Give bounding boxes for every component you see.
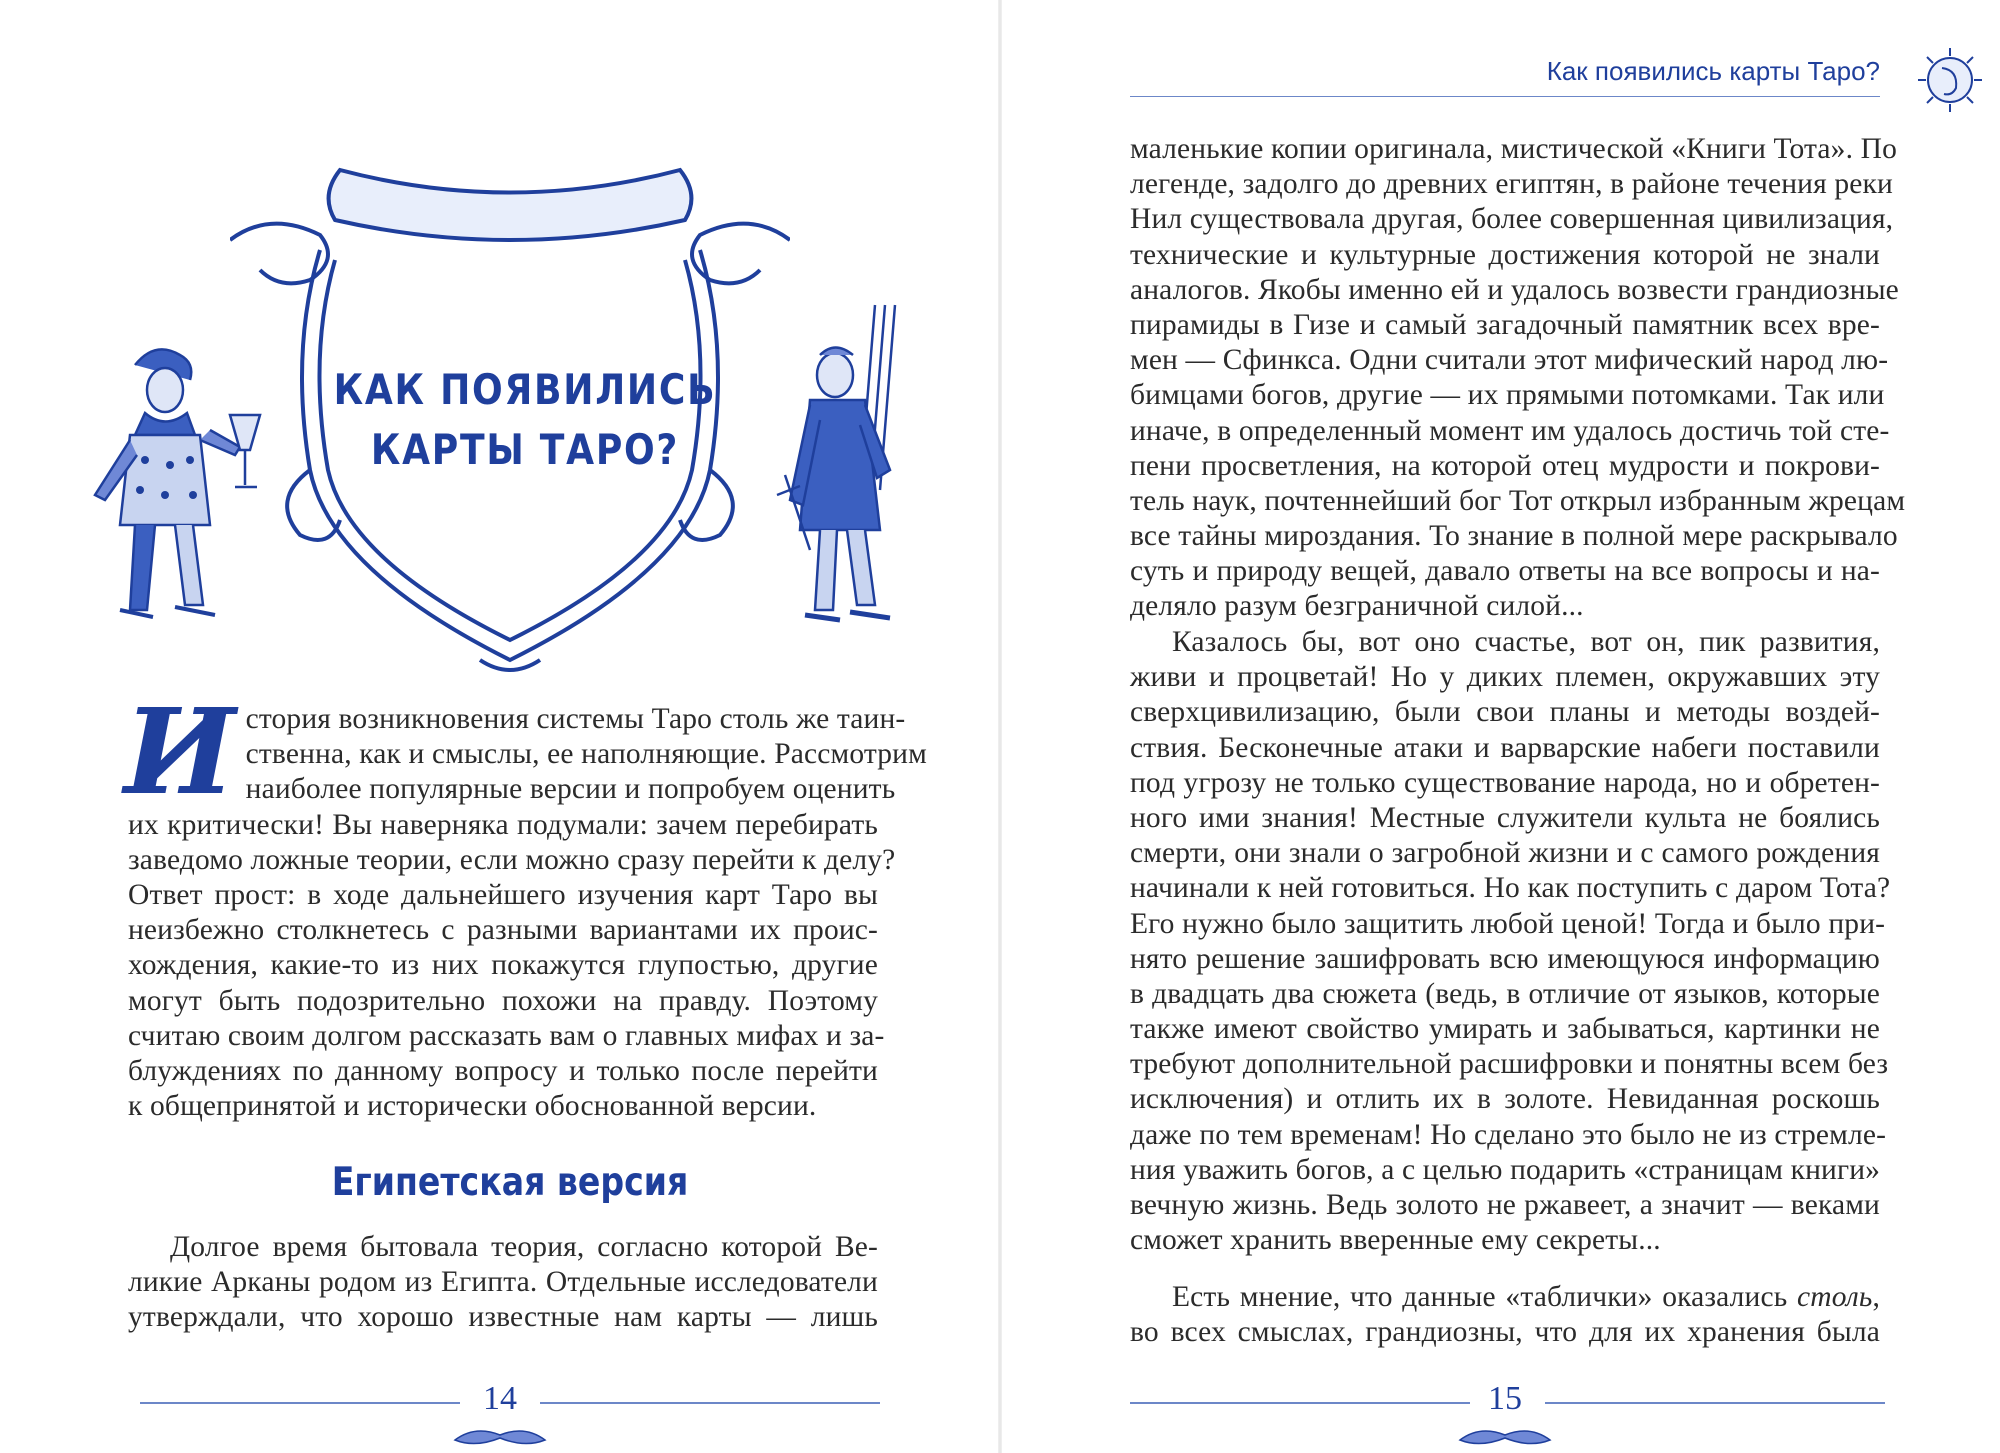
text-line: требуют дополнительной расшифровки и понятны всем без: [1130, 1048, 1889, 1081]
text-line: вечную жизнь. Ведь золото не ржавеет, а значит — веками: [1130, 1189, 1880, 1221]
text-line: сможет хранить вверенные ему секреты...: [1130, 1224, 1661, 1257]
text-line: их критически! Вы наверняка подумали: зачем перебирать: [128, 808, 878, 841]
text-line: считаю своим долгом рассказать вам о главных мифах и за-: [128, 1019, 885, 1052]
text-line: неизбежно столкнетесь с разными вариантами их проис-: [128, 914, 878, 947]
text-line: ния уважить богов, а с целью подарить «страницам книги»: [1130, 1153, 1881, 1186]
text-line: ственна, как и смыслы, ее наполняющие. Рассмотрим: [245, 738, 927, 771]
text-line: маленькие копии оригинала, мистической «Книги Тота». По: [1130, 133, 1897, 165]
header-rule: [1130, 96, 1880, 97]
text-line: сверхцивилизацию, были свои планы и методы воздей-: [1130, 696, 1880, 729]
page-number: 14: [483, 1380, 517, 1417]
text-run: ,: [1872, 1281, 1880, 1313]
text-line: под угрозу не только существование народа, но и обретен-: [1130, 766, 1880, 799]
text-line: пирамиды в Гизе и самый загадочный памятник всех вре-: [1130, 308, 1880, 341]
right-paragraph-2: [1130, 625, 1891, 1258]
footer-ornament: [1455, 1420, 1555, 1450]
text-line: Долгое время бытовала теория, согласно которой Ве-: [170, 1231, 878, 1263]
text-line: мен — Сфинкса. Одни считали этот мифический народ лю-: [1130, 344, 1889, 377]
right-page: [1000, 0, 2000, 1453]
section-paragraph: [128, 1230, 878, 1336]
chapter-title-line-2: КАРТЫ ТАРО?: [370, 425, 680, 474]
text-run: Есть мнение, что данные «таблички» оказались: [1172, 1281, 1798, 1313]
text-line: Казалось бы, вот оно счастье, вот он, пик развития,: [1172, 626, 1880, 658]
text-line: блуждениях по данному вопросу и только после перейти: [128, 1054, 878, 1087]
footer-ornament: [450, 1420, 550, 1450]
text-line: заведомо ложные теории, если можно сразу перейти к делу?: [128, 843, 896, 876]
text-line: во всех смыслах, грандиозны, что для их хранения была: [1130, 1316, 1880, 1349]
sun-moon-emblem: [1910, 40, 1990, 120]
chapter-title: [310, 360, 740, 480]
text-line: стория возникновения системы Таро столь же таин-: [245, 703, 906, 735]
right-paragraph-3: [1130, 1280, 1880, 1350]
footer-rule-left: [1130, 1402, 1470, 1404]
text-line: ного ими знания! Местные служители культа не боялись: [1130, 801, 1880, 834]
text-line: также имеют свойство умирать и забываться, картинки не: [1130, 1013, 1880, 1046]
chapter-title-line-1: КАК ПОЯВИЛИСЬ: [333, 365, 717, 414]
dropcap-letter: И: [124, 682, 236, 821]
text-line: пени просветления, на которой отец мудрости и покрови-: [1130, 449, 1880, 482]
text-line: исключения) и отлить их в золоте. Невиданная роскошь: [1130, 1083, 1880, 1116]
text-line: легенде, задолго до древних египтян, в районе течения реки: [1130, 168, 1893, 201]
page-boy-illustration: [765, 300, 945, 645]
running-head: Как появились карты Таро?: [1546, 56, 1880, 86]
text-line: аналогов. Якобы именно ей и удалось возвести грандиозные: [1130, 273, 1899, 306]
text-line: нято решение зашифровать всю имеющуюся информацию: [1130, 942, 1880, 975]
text-line: хождения, какие-то из них покажутся глупостью, другие: [128, 949, 878, 982]
text-line: в двадцать два сюжета (ведь, в отличие от языков, которые: [1130, 977, 1880, 1010]
text-line: все тайны мироздания. То знание в полной мере раскрывало: [1130, 520, 1898, 553]
footer-rule-right: [1545, 1402, 1885, 1404]
text-line: живи и процветай! Но у диких племен, окружавших эту: [1130, 661, 1880, 694]
text-line: могут быть подозрительно похожи на правду. Поэтому: [128, 984, 878, 1017]
text-line: суть и природу вещей, давало ответы на все вопросы и на-: [1130, 555, 1880, 588]
footer-rule-right: [540, 1402, 880, 1404]
text-line: иначе, в определенный момент им удалось достичь той сте-: [1130, 414, 1890, 447]
text-line: тель наук, почтеннейший бог Тот открыл избранным жрецам: [1130, 484, 1906, 517]
right-paragraph-1: [1130, 132, 1906, 625]
section-heading: Египетская версия: [331, 1160, 689, 1205]
italic-word: столь: [1797, 1281, 1873, 1313]
text-line: Нил существовала другая, более совершенная цивилизация,: [1130, 203, 1894, 236]
text-line: к общепринятой и исторически обоснованной версии.: [128, 1090, 817, 1123]
text-line: начинали к ней готовиться. Но как поступить с даром Тота?: [1130, 872, 1891, 905]
text-line: ствия. Бесконечные атаки и варварские набеги поставили: [1130, 731, 1880, 764]
text-line: наиболее популярные версии и попробуем оценить: [245, 773, 896, 806]
page-number: 15: [1488, 1380, 1522, 1417]
text-line: бимцами богов, другие — их прямыми потомками. Так или: [1130, 379, 1885, 412]
text-line: Его нужно было защитить любой ценой! Тогда и было при-: [1130, 907, 1886, 940]
text-line: деляло разум безграничной силой...: [1130, 590, 1584, 623]
text-line: утверждали, что хорошо известные нам карты — лишь: [128, 1301, 878, 1334]
text-line: даже по тем временам! Но сделано это было не из стремле-: [1130, 1118, 1887, 1151]
intro-paragraph: [124, 682, 927, 1124]
text-line: смерти, они знали о загробной жизни и с самого рождения: [1130, 837, 1880, 870]
footer-rule-left: [140, 1402, 460, 1404]
text-line: технические и культурные достижения которой не знали: [1130, 238, 1880, 271]
text-line: ликие Арканы родом из Египта. Отдельные исследователи: [128, 1266, 878, 1299]
text-line: Ответ прост: в ходе дальнейшего изучения карт Таро вы: [128, 878, 878, 911]
text-line: [1130, 1280, 1880, 1315]
